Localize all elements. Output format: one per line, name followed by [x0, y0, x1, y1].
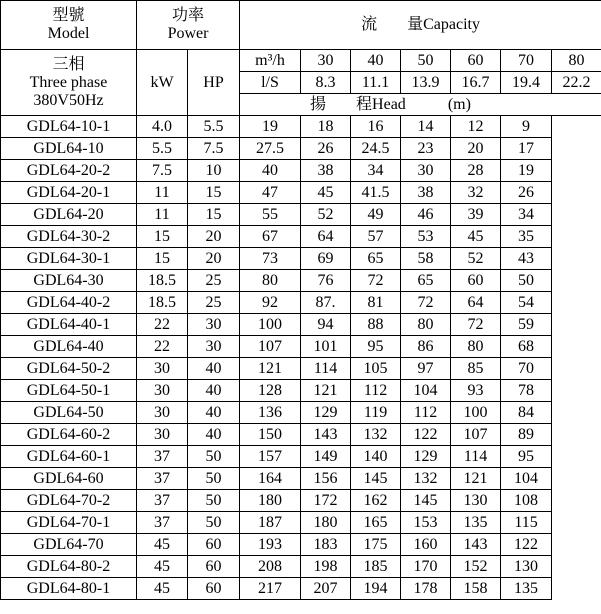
- hp-cell: 30: [188, 314, 240, 336]
- model-cell: GDL64-20-2: [1, 160, 137, 182]
- head-value-cell: 64: [301, 226, 351, 248]
- head-value-cell: 129: [401, 446, 451, 468]
- table-row: [1, 116, 601, 138]
- kw-cell: 22: [137, 336, 188, 358]
- head-value-cell: 38: [301, 160, 351, 182]
- hp-cell: 25: [188, 270, 240, 292]
- head-value-cell: 185: [351, 556, 401, 578]
- table-row: [1, 534, 601, 556]
- model-cell: GDL64-10-1: [1, 116, 137, 138]
- head-value-cell: 101: [301, 336, 351, 358]
- head-value-cell: 65: [351, 248, 401, 270]
- head-value-cell: 107: [451, 424, 501, 446]
- head-value-cell: 76: [301, 270, 351, 292]
- head-value-cell: 57: [351, 226, 401, 248]
- model-cell: GDL64-50-1: [1, 380, 137, 402]
- phase-header-cn: 三相: [52, 55, 85, 73]
- head-value-cell: 145: [351, 468, 401, 490]
- kw-cell: 15: [137, 226, 188, 248]
- head-value-cell: 46: [401, 204, 451, 226]
- kw-cell: 30: [137, 358, 188, 380]
- flow-m3h-value: 60: [451, 50, 501, 72]
- unit-m3h: m³/h: [240, 50, 301, 72]
- head-value-cell: 27.5: [240, 138, 301, 160]
- phase-header-en: Three phase: [29, 73, 108, 91]
- model-cell: GDL64-30: [1, 270, 137, 292]
- kw-cell: 4.0: [137, 116, 188, 138]
- kw-cell: 45: [137, 556, 188, 578]
- head-value-cell: 150: [240, 424, 301, 446]
- head-value-cell: 43: [501, 248, 552, 270]
- hp-cell: 60: [188, 534, 240, 556]
- head-value-cell: 157: [240, 446, 301, 468]
- model-cell: GDL64-30-1: [1, 248, 137, 270]
- head-value-cell: 9: [501, 116, 552, 138]
- head-value-cell: 80: [401, 314, 451, 336]
- kw-cell: 30: [137, 402, 188, 424]
- head-value-cell: 136: [240, 402, 301, 424]
- flow-m3h-value: 30: [301, 50, 351, 72]
- head-value-cell: 160: [401, 534, 451, 556]
- hp-cell: 20: [188, 248, 240, 270]
- table-row: [1, 226, 601, 248]
- head-value-cell: 52: [451, 248, 501, 270]
- head-value-cell: 180: [301, 512, 351, 534]
- head-value-cell: 78: [501, 380, 552, 402]
- head-value-cell: 69: [301, 248, 351, 270]
- head-value-cell: 94: [301, 314, 351, 336]
- hp-cell: 5.5: [188, 116, 240, 138]
- head-value-cell: 178: [401, 578, 451, 600]
- head-value-cell: 130: [501, 556, 552, 578]
- head-value-cell: 121: [240, 358, 301, 380]
- head-value-cell: 104: [401, 380, 451, 402]
- head-value-cell: 72: [451, 314, 501, 336]
- kw-cell: 11: [137, 182, 188, 204]
- head-value-cell: 121: [301, 380, 351, 402]
- model-header-cn: 型號: [52, 7, 85, 24]
- model-cell: GDL64-40-2: [1, 292, 137, 314]
- head-unit: (m): [447, 95, 471, 113]
- kw-cell: 11: [137, 204, 188, 226]
- kw-cell: 18.5: [137, 292, 188, 314]
- flow-ls-value: 22.2: [552, 72, 601, 94]
- table-row: [1, 424, 601, 446]
- head-value-cell: 16: [351, 116, 401, 138]
- head-value-cell: 73: [240, 248, 301, 270]
- head-header-cn2: 程: [356, 95, 373, 113]
- capacity-header-cn: 流: [361, 16, 378, 33]
- head-value-cell: 58: [401, 248, 451, 270]
- hp-cell: 40: [188, 402, 240, 424]
- model-cell: GDL64-60-1: [1, 446, 137, 468]
- head-value-cell: 107: [240, 336, 301, 358]
- hp-cell: 15: [188, 204, 240, 226]
- head-value-cell: 89: [501, 424, 552, 446]
- model-cell: GDL64-70-2: [1, 490, 137, 512]
- kw-cell: 37: [137, 512, 188, 534]
- head-value-cell: 143: [451, 534, 501, 556]
- head-value-cell: 135: [451, 512, 501, 534]
- head-value-cell: 121: [451, 468, 501, 490]
- head-value-cell: 47: [240, 182, 301, 204]
- head-value-cell: 114: [301, 358, 351, 380]
- kw-cell: 37: [137, 468, 188, 490]
- table-row: [1, 314, 601, 336]
- head-value-cell: 88: [351, 314, 401, 336]
- kw-cell: 30: [137, 424, 188, 446]
- phase-header: [1, 50, 137, 116]
- head-value-cell: 119: [351, 402, 401, 424]
- head-value-cell: 54: [501, 292, 552, 314]
- head-value-cell: 72: [401, 292, 451, 314]
- table-row: [1, 556, 601, 578]
- head-value-cell: 84: [501, 402, 552, 424]
- head-value-cell: 28: [451, 160, 501, 182]
- table-row: [1, 138, 601, 160]
- head-value-cell: 67: [240, 226, 301, 248]
- head-value-cell: 153: [401, 512, 451, 534]
- hp-cell: 7.5: [188, 138, 240, 160]
- head-value-cell: 194: [351, 578, 401, 600]
- table-row: [1, 402, 601, 424]
- head-value-cell: 86: [401, 336, 451, 358]
- head-value-cell: 105: [351, 358, 401, 380]
- model-header-en: Model: [47, 25, 90, 42]
- head-value-cell: 114: [451, 446, 501, 468]
- head-value-cell: 122: [401, 424, 451, 446]
- head-header-cn: 揚: [310, 95, 327, 113]
- head-value-cell: 108: [501, 490, 552, 512]
- hp-cell: 60: [188, 556, 240, 578]
- model-cell: GDL64-60: [1, 468, 137, 490]
- head-value-cell: 183: [301, 534, 351, 556]
- head-value-cell: 165: [351, 512, 401, 534]
- capacity-header-cn2: 量: [407, 16, 424, 33]
- head-value-cell: 64: [451, 292, 501, 314]
- head-value-cell: 95: [351, 336, 401, 358]
- hp-cell: 40: [188, 380, 240, 402]
- kw-cell: 18.5: [137, 270, 188, 292]
- head-value-cell: 129: [301, 402, 351, 424]
- head-value-cell: 152: [451, 556, 501, 578]
- head-value-cell: 158: [451, 578, 501, 600]
- unit-ls: l/S: [240, 72, 301, 94]
- head-value-cell: 38: [401, 182, 451, 204]
- head-value-cell: 40: [240, 160, 301, 182]
- head-header: [240, 94, 601, 116]
- hp-cell: 10: [188, 160, 240, 182]
- flow-ls-value: 19.4: [501, 72, 552, 94]
- model-cell: GDL64-80-2: [1, 556, 137, 578]
- head-value-cell: 39: [451, 204, 501, 226]
- head-header-en: Head: [372, 95, 406, 113]
- head-value-cell: 140: [351, 446, 401, 468]
- head-value-cell: 92: [240, 292, 301, 314]
- flow-m3h-value: 40: [351, 50, 401, 72]
- head-value-cell: 93: [451, 380, 501, 402]
- table-row: [1, 468, 601, 490]
- head-value-cell: 70: [501, 358, 552, 380]
- head-value-cell: 170: [401, 556, 451, 578]
- head-value-cell: 180: [240, 490, 301, 512]
- flow-ls-value: 8.3: [301, 72, 351, 94]
- head-value-cell: 207: [301, 578, 351, 600]
- head-value-cell: 208: [240, 556, 301, 578]
- model-cell: GDL64-70: [1, 534, 137, 556]
- head-value-cell: 187: [240, 512, 301, 534]
- head-value-cell: 34: [351, 160, 401, 182]
- model-cell: GDL64-40-1: [1, 314, 137, 336]
- table-row: [1, 380, 601, 402]
- head-value-cell: 35: [501, 226, 552, 248]
- head-value-cell: 45: [301, 182, 351, 204]
- hp-cell: 50: [188, 468, 240, 490]
- model-cell: GDL64-50-2: [1, 358, 137, 380]
- head-value-cell: 52: [301, 204, 351, 226]
- head-value-cell: 122: [501, 534, 552, 556]
- model-cell: GDL64-80-1: [1, 578, 137, 600]
- head-value-cell: 26: [301, 138, 351, 160]
- power-header-en: Power: [167, 25, 209, 42]
- table-row: [1, 490, 601, 512]
- kw-cell: 5.5: [137, 138, 188, 160]
- head-value-cell: 95: [501, 446, 552, 468]
- head-value-cell: 41.5: [351, 182, 401, 204]
- model-cell: GDL64-70-1: [1, 512, 137, 534]
- head-value-cell: 112: [401, 402, 451, 424]
- capacity-header: [240, 1, 601, 50]
- table-row: [1, 446, 601, 468]
- flow-ls-value: 13.9: [401, 72, 451, 94]
- head-value-cell: 143: [301, 424, 351, 446]
- hp-cell: 20: [188, 226, 240, 248]
- head-value-cell: 60: [451, 270, 501, 292]
- head-value-cell: 217: [240, 578, 301, 600]
- table-row: [1, 292, 601, 314]
- kw-cell: 7.5: [137, 160, 188, 182]
- kw-cell: 22: [137, 314, 188, 336]
- head-value-cell: 59: [501, 314, 552, 336]
- flow-ls-value: 11.1: [351, 72, 401, 94]
- head-value-cell: 26: [501, 182, 552, 204]
- hp-cell: 50: [188, 490, 240, 512]
- head-value-cell: 97: [401, 358, 451, 380]
- head-value-cell: 12: [451, 116, 501, 138]
- table-row: [1, 270, 601, 292]
- hp-cell: 15: [188, 182, 240, 204]
- table-row: [1, 358, 601, 380]
- table-row: [1, 512, 601, 534]
- table-row: [1, 336, 601, 358]
- head-value-cell: 135: [501, 578, 552, 600]
- model-cell: GDL64-10: [1, 138, 137, 160]
- kw-cell: 37: [137, 446, 188, 468]
- head-value-cell: 81: [351, 292, 401, 314]
- power-header: [137, 1, 240, 50]
- flow-ls-value: 16.7: [451, 72, 501, 94]
- head-value-cell: 53: [401, 226, 451, 248]
- hp-cell: 60: [188, 578, 240, 600]
- head-value-cell: 145: [401, 490, 451, 512]
- head-value-cell: 19: [240, 116, 301, 138]
- head-value-cell: 115: [501, 512, 552, 534]
- head-value-cell: 14: [401, 116, 451, 138]
- flow-m3h-value: 80: [552, 50, 601, 72]
- hp-cell: 50: [188, 446, 240, 468]
- head-value-cell: 198: [301, 556, 351, 578]
- table-row: [1, 160, 601, 182]
- head-value-cell: 45: [451, 226, 501, 248]
- flow-m3h-value: 50: [401, 50, 451, 72]
- head-value-cell: 172: [301, 490, 351, 512]
- head-value-cell: 164: [240, 468, 301, 490]
- head-value-cell: 24.5: [351, 138, 401, 160]
- voltage-header: 380V50Hz: [33, 91, 104, 109]
- head-value-cell: 80: [240, 270, 301, 292]
- head-value-cell: 19: [501, 160, 552, 182]
- kw-cell: 45: [137, 534, 188, 556]
- model-cell: GDL64-40: [1, 336, 137, 358]
- kw-header: kW: [137, 50, 188, 116]
- header-row-main: [1, 1, 601, 50]
- head-value-cell: 112: [351, 380, 401, 402]
- model-cell: GDL64-30-2: [1, 226, 137, 248]
- head-value-cell: 50: [501, 270, 552, 292]
- header-row-flow-m3h: [1, 50, 601, 72]
- head-value-cell: 162: [351, 490, 401, 512]
- head-value-cell: 68: [501, 336, 552, 358]
- head-value-cell: 130: [451, 490, 501, 512]
- head-value-cell: 20: [451, 138, 501, 160]
- hp-cell: 40: [188, 424, 240, 446]
- hp-header: HP: [188, 50, 240, 116]
- head-value-cell: 23: [401, 138, 451, 160]
- model-cell: GDL64-20: [1, 204, 137, 226]
- power-header-cn: 功率: [172, 7, 205, 24]
- head-value-cell: 72: [351, 270, 401, 292]
- head-value-cell: 65: [401, 270, 451, 292]
- kw-cell: 37: [137, 490, 188, 512]
- head-value-cell: 30: [401, 160, 451, 182]
- head-value-cell: 149: [301, 446, 351, 468]
- head-value-cell: 85: [451, 358, 501, 380]
- table-row: [1, 182, 601, 204]
- flow-m3h-value: 70: [501, 50, 552, 72]
- head-value-cell: 104: [501, 468, 552, 490]
- head-value-cell: 18: [301, 116, 351, 138]
- head-value-cell: 32: [451, 182, 501, 204]
- head-value-cell: 87.: [301, 292, 351, 314]
- head-value-cell: 49: [351, 204, 401, 226]
- head-value-cell: 100: [240, 314, 301, 336]
- head-value-cell: 193: [240, 534, 301, 556]
- kw-cell: 15: [137, 248, 188, 270]
- kw-cell: 45: [137, 578, 188, 600]
- head-value-cell: 34: [501, 204, 552, 226]
- hp-cell: 50: [188, 512, 240, 534]
- head-value-cell: 17: [501, 138, 552, 160]
- head-value-cell: 128: [240, 380, 301, 402]
- head-value-cell: 100: [451, 402, 501, 424]
- hp-cell: 25: [188, 292, 240, 314]
- capacity-header-en: Capacity: [423, 16, 480, 33]
- head-value-cell: 132: [351, 424, 401, 446]
- table-row: [1, 578, 601, 600]
- table-row: [1, 248, 601, 270]
- head-value-cell: 132: [401, 468, 451, 490]
- head-value-cell: 175: [351, 534, 401, 556]
- head-value-cell: 156: [301, 468, 351, 490]
- model-cell: GDL64-60-2: [1, 424, 137, 446]
- model-cell: GDL64-20-1: [1, 182, 137, 204]
- kw-cell: 30: [137, 380, 188, 402]
- table-row: [1, 204, 601, 226]
- hp-cell: 30: [188, 336, 240, 358]
- head-value-cell: 80: [451, 336, 501, 358]
- head-value-cell: 55: [240, 204, 301, 226]
- model-header: [1, 1, 137, 50]
- hp-cell: 40: [188, 358, 240, 380]
- model-cell: GDL64-50: [1, 402, 137, 424]
